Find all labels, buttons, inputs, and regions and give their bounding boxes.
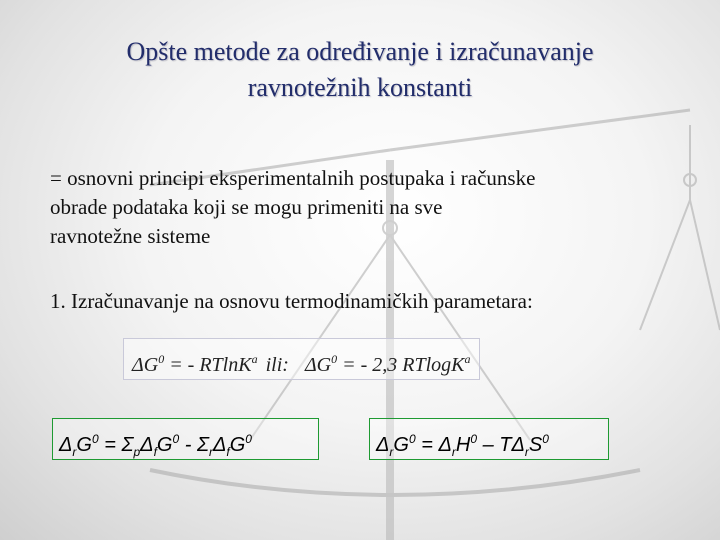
intro-line-2: obrade podataka koji se mogu primeniti na sve [50, 195, 443, 219]
f1-delta-2: Δ [140, 434, 154, 456]
intro-line-1: = osnovni principi eksperimentalnih postupaka i računske [50, 166, 536, 190]
f1-delta: Δ [59, 434, 73, 456]
f2-sub-r: r [389, 445, 394, 459]
eq-ili: ili: [265, 354, 289, 376]
eq-delta-g-2: ΔG [304, 354, 332, 376]
equilibrium-equation [123, 338, 480, 380]
eq-sup-a-2: a [464, 352, 471, 366]
f2-sup-0: 0 [408, 432, 416, 446]
f1-sup-0-3: 0 [245, 432, 252, 446]
f1-sub-r-2: r [208, 445, 213, 459]
f1-delta-3: Δ [212, 434, 227, 456]
intro-line-3: ravnotežne sisteme [50, 224, 211, 248]
f2-g: G [393, 434, 409, 456]
gibbs-enthalpy-entropy-formula [369, 418, 609, 460]
f1-sub-f: f [153, 445, 157, 459]
eq-rtlogk: = - 2,3 RTlogK [337, 354, 465, 376]
f1-sup-0-2: 0 [172, 432, 180, 446]
f2-sup-0-2: 0 [470, 432, 478, 446]
f2-h: H [455, 434, 471, 456]
f2-minus-t-delta: – TΔ [477, 434, 525, 456]
intro-text [50, 164, 660, 251]
f1-minus-sigma: - Σ [179, 434, 209, 456]
f2-s: S [528, 434, 543, 456]
f1-sub-f-2: f [226, 445, 230, 459]
f2-eq-delta: = Δ [415, 434, 452, 456]
f1-sub-r: r [72, 445, 77, 459]
gibbs-sum-formula [52, 418, 319, 460]
f1-g-2: G [156, 434, 173, 456]
f2-delta: Δ [376, 434, 390, 456]
eq-sup-0-2: 0 [331, 352, 338, 366]
f1-eq-sigma: = Σ [98, 434, 134, 456]
point-1-heading: 1. Izračunavanje na osnovu termodinamičkih parametara: [50, 289, 533, 313]
f1-g-3: G [229, 434, 246, 456]
f2-sub-r-3: r [524, 445, 529, 459]
f1-sup-0: 0 [91, 432, 99, 446]
f1-g: G [76, 434, 92, 456]
title-line-1: Opšte metode za određivanje i izračunavanje [126, 37, 594, 66]
slide-title [40, 34, 680, 106]
eq-sup-0: 0 [158, 352, 165, 366]
f2-sub-r-2: r [451, 445, 456, 459]
eq-sup-a: a [251, 352, 258, 366]
f2-sup-0-3: 0 [542, 432, 549, 446]
f1-sub-p: p [133, 445, 141, 459]
eq-delta-g: ΔG [132, 354, 159, 376]
title-line-2: ravnotežnih konstanti [247, 73, 473, 102]
eq-rtlnk: = - RTlnK [164, 354, 252, 376]
